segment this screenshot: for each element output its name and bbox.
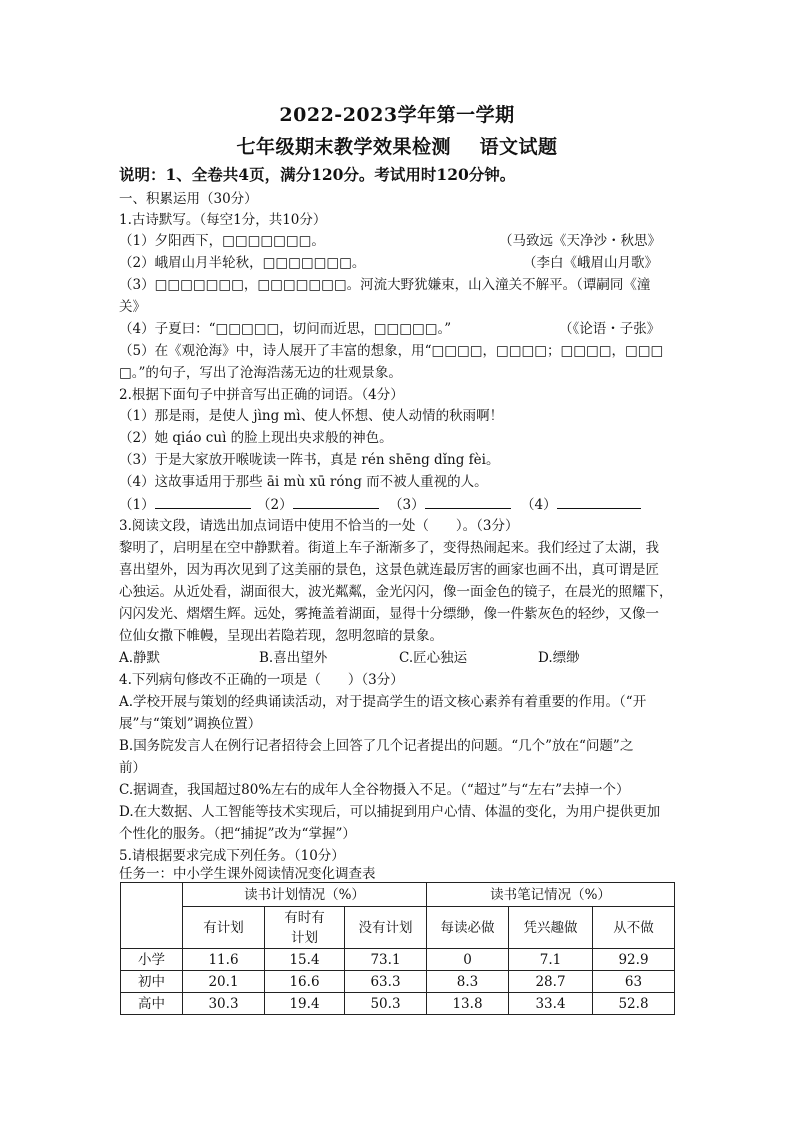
q1-line-1 — [119, 231, 675, 251]
q1-stem: 1.古诗默写。（每空1分，共10分） — [119, 212, 327, 228]
q1-line-4-text: （4）子夏曰：“□□□□□，切问而近思，□□□□□。” — [119, 321, 452, 337]
table-corner-cell — [121, 883, 183, 949]
table-cell: 13.8 — [427, 993, 509, 1015]
q4-option-b-line-2: 前） — [119, 760, 146, 776]
q3-passage-line-1: 黎明了，启明星在空中静默着。街道上车子渐渐多了，变得热闹起来。我们经过了太湖，我 — [119, 540, 659, 556]
row-label: 高中 — [121, 993, 183, 1015]
q1-line-2 — [119, 253, 675, 273]
q4-option-d-line-1[interactable]: D.在大数据、人工智能等技术实现后，可以捕捉到用户心情、体温的变化，为用户提供更加 — [119, 804, 661, 820]
section-heading: 一、积累运用（30分） — [119, 191, 258, 207]
q2-line-3: （3）于是大家放开喉咙读一阵书，真是 rén shēng dǐng fèi。 — [119, 452, 500, 468]
table-cell: 30.3 — [183, 993, 265, 1015]
q2-stem: 2.根据下面句子中拼音写出正确的词语。（4分） — [119, 387, 404, 403]
table-column-header: 有计划 — [183, 907, 265, 949]
table-row — [121, 993, 675, 1015]
q2-answer-1-blank[interactable] — [155, 494, 251, 509]
table-cell: 50.3 — [345, 993, 427, 1015]
exam-year-title: 2022-2023学年第一学期 — [279, 104, 515, 126]
table-cell: 52.8 — [593, 993, 675, 1015]
table-row — [121, 949, 675, 971]
table-cell: 11.6 — [183, 949, 265, 971]
q5-task-1: 任务一：中小学生课外阅读情况变化调查表 — [119, 866, 376, 882]
q2-answer-1 — [119, 494, 251, 515]
table-column-header: 没有计划 — [345, 907, 427, 949]
table-group-header-row — [121, 883, 675, 907]
table-cell: 63 — [593, 971, 675, 993]
q2-answer-2 — [257, 494, 379, 515]
table-cell: 28.7 — [509, 971, 593, 993]
table-column-header-row — [121, 907, 675, 949]
q2-answer-2-blank[interactable] — [293, 494, 379, 509]
q2-line-4: （4）这故事适用于那些 āi mù xū róng 而不被人重视的人。 — [119, 474, 488, 490]
table-cell: 92.9 — [593, 949, 675, 971]
table-cell: 0 — [427, 949, 509, 971]
q3-passage-line-3: 心独运。从近处看，湖面很大，波光粼粼，金光闪闪，像一面金色的镜子，在晨光的照耀下， — [119, 584, 673, 600]
row-label: 初中 — [121, 971, 183, 993]
q1-line-1-text: （1）夕阳西下，□□□□□□□。 — [119, 233, 325, 249]
q3-stem: 3.阅读文段，请选出加点词语中使用不恰当的一处（ ）。（3分） — [119, 518, 519, 534]
table-cell: 63.3 — [345, 971, 427, 993]
reading-survey-table — [120, 882, 675, 1015]
q4-option-a-line-1[interactable]: A.学校开展与策划的经典诵读活动，对于提高学生的语文核心素养有着重要的作用。（“开 — [119, 694, 647, 710]
q1-line-5b: □。”的句子，写出了沧海浩荡无边的壮观景象。 — [119, 365, 402, 381]
q1-line-3a: （3）□□□□□□□，□□□□□□□。河流大野犹嫌束，山入潼关不解平。（谭嗣同《潼 — [119, 277, 651, 293]
table-cell: 15.4 — [265, 949, 345, 971]
q4-option-d-line-2: 个性化的服务。（把“捕捉”改为“掌握”） — [119, 826, 356, 842]
exam-subject-title: 七年级期末教学效果检测 语文试题 — [236, 136, 558, 158]
q3-passage-line-5: 位仙女撒下帷幔，呈现出若隐若现，忽明忽暗的景象。 — [119, 628, 443, 644]
table-cell: 16.6 — [265, 971, 345, 993]
exam-notice: 说明：1、全卷共4页，满分120分。考试用时120分钟。 — [119, 165, 516, 184]
q2-answer-4-label: （4） — [521, 497, 557, 513]
q1-line-4 — [119, 319, 675, 339]
table-cell: 8.3 — [427, 971, 509, 993]
q2-answer-3-blank[interactable] — [425, 494, 511, 509]
q4-option-b-line-1[interactable]: B.国务院发言人在例行记者招待会上回答了几个记者提出的问题。“几个”放在“问题”之 — [119, 738, 634, 754]
q5-stem: 5.请根据要求完成下列任务。（10分） — [119, 848, 345, 864]
row-label: 小学 — [121, 949, 183, 971]
q3-option-a[interactable]: A.静默 — [119, 650, 161, 666]
q2-answer-1-label: （1） — [119, 497, 155, 513]
table-group-header-plan: 读书计划情况（%） — [183, 883, 427, 907]
q3-passage-line-4: 闪闪发光、熠熠生辉。远处，雾掩盖着湖面，显得十分缥缈，像一件紫灰色的轻纱，又像一 — [119, 606, 659, 622]
q2-answer-4 — [521, 494, 641, 515]
q2-line-1: （1）那是雨，是使人 jìng mì、使人怀想、使人动情的秋雨啊！ — [119, 408, 504, 424]
q2-line-2: （2）她 qiáo cuì 的脸上现出央求般的神色。 — [119, 430, 393, 446]
q2-answer-2-label: （2） — [257, 497, 293, 513]
q1-line-2-source: （李白《峨眉山月歌》 — [523, 255, 658, 271]
q1-line-4-source: （《论语・子张》 — [559, 321, 661, 337]
q2-answer-3 — [389, 494, 511, 515]
table-cell: 33.4 — [509, 993, 593, 1015]
q1-line-1-source: （马致远《天净沙・秋思》 — [499, 233, 661, 249]
q3-passage-line-2: 喜出望外，因为再次见到了这美丽的景色，这景色就连最厉害的画家也画不出，真可谓是匠 — [119, 562, 659, 578]
q1-line-2-text: （2）峨眉山月半轮秋，□□□□□□□。 — [119, 255, 366, 271]
q4-option-a-line-2: 展”与“策划”调换位置） — [119, 716, 262, 732]
table-group-header-notes: 读书笔记情况（%） — [427, 883, 675, 907]
table-column-header: 从不做 — [593, 907, 675, 949]
q1-line-3b: 关》 — [119, 299, 146, 315]
table-column-header: 每读必做 — [427, 907, 509, 949]
q4-stem: 4.下列病句修改不正确的一项是（ ）（3分） — [119, 672, 404, 688]
q3-option-c[interactable]: C.匠心独运 — [399, 650, 468, 666]
table-column-header: 凭兴趣做 — [509, 907, 593, 949]
q3-option-b[interactable]: B.喜出望外 — [259, 650, 328, 666]
table-cell: 20.1 — [183, 971, 265, 993]
table-cell: 19.4 — [265, 993, 345, 1015]
table-column-header: 有时有计划 — [265, 907, 345, 949]
q3-option-d[interactable]: D.缥缈 — [538, 650, 580, 666]
table-cell: 73.1 — [345, 949, 427, 971]
table-cell: 7.1 — [509, 949, 593, 971]
q2-answer-3-label: （3） — [389, 497, 425, 513]
table-row — [121, 971, 675, 993]
q1-line-5a: （5）在《观沧海》中，诗人展开了丰富的想象，用“□□□□，□□□□；□□□□，□□□ — [119, 343, 664, 359]
q4-option-c-line-1[interactable]: C.据调查，我国超过80%左右的成年人全谷物摄入不足。（“超过”与“左右”去掉一个） — [119, 782, 630, 798]
q2-answer-4-blank[interactable] — [557, 494, 641, 509]
